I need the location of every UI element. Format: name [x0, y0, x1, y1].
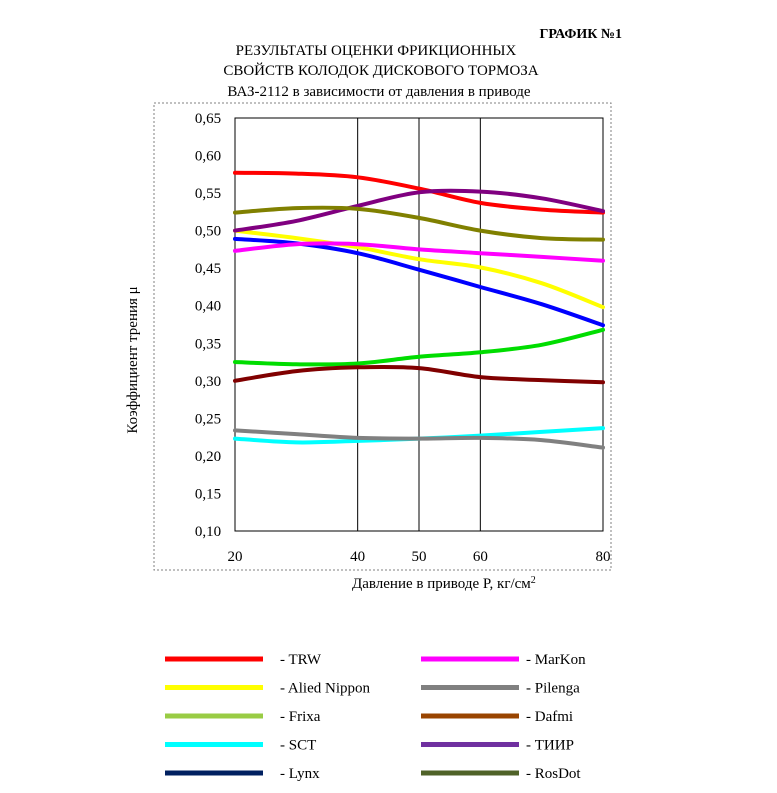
y-tick-label: 0,25: [194, 411, 222, 428]
y-tick-labels: [195, 111, 221, 540]
x-tick-label: 40: [350, 549, 366, 565]
chart-title-line-3: ВАЗ-2112 в зависимости от давления в приводе: [227, 84, 531, 100]
x-axis-label-superscript: 2: [530, 574, 536, 586]
legend-label-dafmi: - Dafmi: [526, 709, 574, 725]
legend-label-lynx: - Lynx: [280, 766, 320, 782]
x-tick-label: 20: [227, 549, 243, 565]
y-tick-label: 0,65: [194, 111, 222, 127]
x-axis-label-text: Давление в приводе P, кг/см: [352, 576, 531, 592]
chart-title-line-1: РЕЗУЛЬТАТЫ ОЦЕНКИ ФРИКЦИОННЫХ: [235, 43, 517, 59]
x-tick-label: 50: [411, 549, 427, 565]
y-tick-label: 0,30: [194, 373, 222, 390]
legend-label-trw: - TRW: [280, 652, 321, 668]
legend-label-alied-nippon: - Alied Nippon: [280, 680, 370, 697]
legend: [165, 652, 586, 782]
y-tick-label: 0,15: [194, 486, 222, 503]
y-tick-label: 0,10: [194, 524, 222, 540]
legend-label-sct: - SCT: [280, 737, 317, 754]
y-tick-label: 0,45: [194, 261, 222, 278]
figure-label: ГРАФИК №1: [539, 27, 622, 42]
y-tick-label: 0,55: [194, 186, 222, 203]
x-axis-label: [352, 575, 536, 593]
x-tick-label: 80: [595, 549, 611, 565]
legend-label-pilenga: - Pilenga: [526, 680, 580, 697]
y-axis-label: Коэффициент трения μ: [125, 286, 141, 434]
legend-label-frixa: - Frixa: [280, 709, 321, 725]
legend-label-markon: - MarKon: [526, 652, 586, 668]
y-tick-label: 0,40: [194, 298, 222, 315]
legend-label-тиир: - ТИИР: [526, 737, 574, 754]
y-tick-label: 0,35: [194, 336, 222, 353]
y-tick-label: 0,20: [194, 448, 222, 465]
chart-title-line-2: СВОЙСТВ КОЛОДОК ДИСКОВОГО ТОРМОЗА: [223, 63, 539, 79]
legend-label-rosdot: - RosDot: [526, 766, 581, 782]
x-tick-labels: [228, 549, 611, 565]
y-tick-label: 0,60: [194, 148, 222, 165]
y-tick-label: 0,50: [194, 223, 222, 240]
x-tick-label: 60: [472, 549, 488, 565]
